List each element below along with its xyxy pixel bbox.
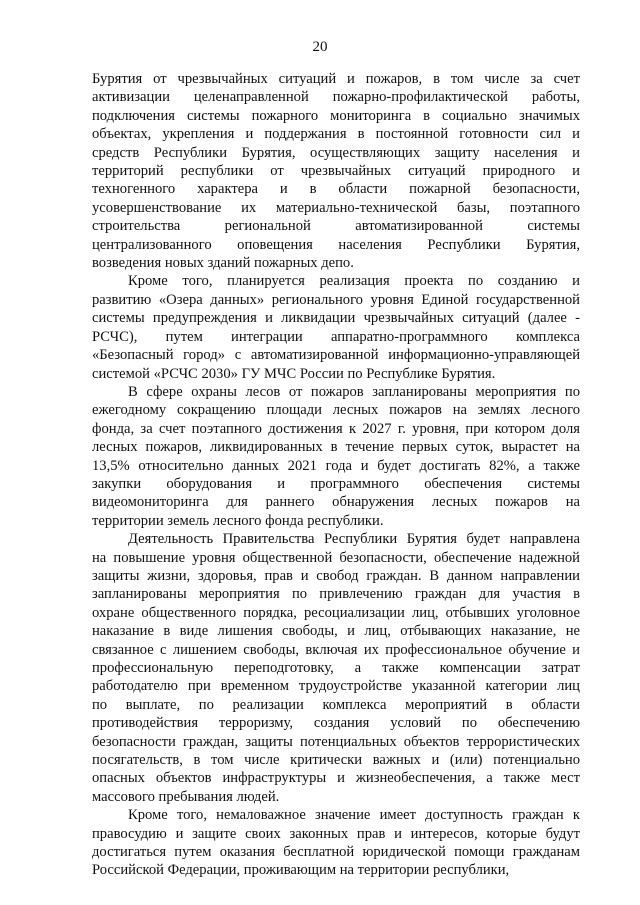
paragraph-p2 [92, 272, 580, 382]
text-line: запланированы мероприятия по привлечению граждан для участия в [92, 586, 580, 603]
text-line: наказание в виде лишения свободы, и лиц, отбывающих наказание, не [92, 623, 580, 640]
text-line: по выплате, по реализации комплекса мероприятий в области [92, 696, 580, 713]
text-line: системы предупреждения и ликвидации чрезвычайных ситуаций (далее - [92, 310, 580, 327]
text-line: Кроме того, немаловажное значение имеет доступность граждан к [128, 807, 580, 824]
text-line: техногенного характера и в области пожарной безопасности, [92, 181, 580, 198]
paragraph-p5 [92, 806, 580, 880]
text-line: Российской Федерации, проживающим на территории республики, [92, 862, 510, 879]
text-line: достигаться путем оказания бесплатной юридической помощи гражданам [92, 844, 580, 861]
text-line: средств Республики Бурятия, осуществляющих защиту населения и [92, 144, 580, 161]
text-line: защиты жизни, здоровья, прав и свобод граждан. В данном направлении [92, 567, 580, 584]
text-line: В сфере охраны лесов от пожаров запланированы мероприятия по [128, 383, 580, 400]
text-line: фонда, за счет поэтапного достижения к 2027 г. уровня, при котором доля [92, 420, 580, 437]
text-line: централизованного оповещения населения Республики Бурятия, [92, 236, 580, 253]
text-line: опасных объектов инфраструктуры и жизнеобеспечения, а также мест [92, 770, 580, 787]
text-line: «Безопасный город» с автоматизированной информационно-управляющей [92, 347, 580, 364]
paragraph-p4 [92, 530, 580, 806]
text-line: РСЧС), путем интеграции аппаратно-программного комплекса [92, 328, 580, 345]
text-line: безопасности граждан, защиты потенциальных объектов террористических [92, 733, 580, 750]
text-line: Деятельность Правительства Республики Бурятия будет направлена [128, 531, 580, 548]
text-line: видеомониторинга для раннего обнаружения лесных пожаров на [92, 494, 580, 511]
text-line: закупки оборудования и программного обеспечения системы [92, 475, 580, 492]
text-line: правосудию и защите своих законных прав и интересов, которые будут [92, 825, 580, 842]
text-line: посягательств, в том числе критически важных и (или) потенциально [92, 752, 580, 769]
text-line: ежегодному сокращению площади лесных пожаров на землях лесного [92, 402, 580, 419]
text-line: строительства региональной автоматизированной системы [92, 218, 580, 235]
paragraph-p1 [92, 70, 580, 272]
text-line: связанное с лишением свободы, включая их профессиональное обучение и [92, 641, 580, 658]
text-line: 13,5% относительно данных 2021 года и будет достигать 82%, а также [92, 457, 580, 474]
text-line: на повышение уровня общественной безопасности, обеспечение надежной [92, 549, 580, 566]
text-line: Кроме того, планируется реализация проекта по созданию и [128, 273, 580, 290]
text-line: развитию «Озера данных» регионального уровня Единой государственной [92, 291, 580, 308]
text-line: активизации целенаправленной пожарно-профилактической работы, [92, 89, 580, 106]
text-line: Бурятия от чрезвычайных ситуаций и пожаров, в том числе за счет [92, 71, 580, 87]
text-line: объектах, укрепления и поддержания в постоянной готовности сил и [92, 126, 580, 143]
document-body [92, 70, 580, 880]
text-line: профессиональную переподготовку, а также компенсации затрат [92, 660, 580, 676]
text-line: подключения системы пожарного мониторинга в социально значимых [92, 107, 580, 124]
text-line: усовершенствование их материально-технической базы, поэтапного [92, 199, 580, 216]
text-line: работодателю при временном трудоустройстве указанной категории лиц [92, 678, 580, 695]
paragraph-p3 [92, 383, 580, 530]
text-line: массового пребывания людей. [92, 788, 280, 805]
text-line: возведения новых зданий пожарных депо. [92, 255, 354, 272]
text-line: территорий республики от чрезвычайных ситуаций природного и [92, 163, 580, 180]
text-line: охране общественного порядка, ресоциализации лиц, отбывших уголовное [92, 604, 580, 621]
text-line: системой «РСЧС 2030» ГУ МЧС России по Республике Бурятия. [92, 365, 496, 382]
text-line: территории земель лесного фонда республики. [92, 512, 384, 529]
page-number: 20 [312, 39, 328, 55]
text-line: лесных пожаров, ликвидированных в течение первых суток, вырастет на [92, 439, 580, 456]
text-line: противодействия терроризму, создания условий по обеспечению [92, 715, 580, 732]
